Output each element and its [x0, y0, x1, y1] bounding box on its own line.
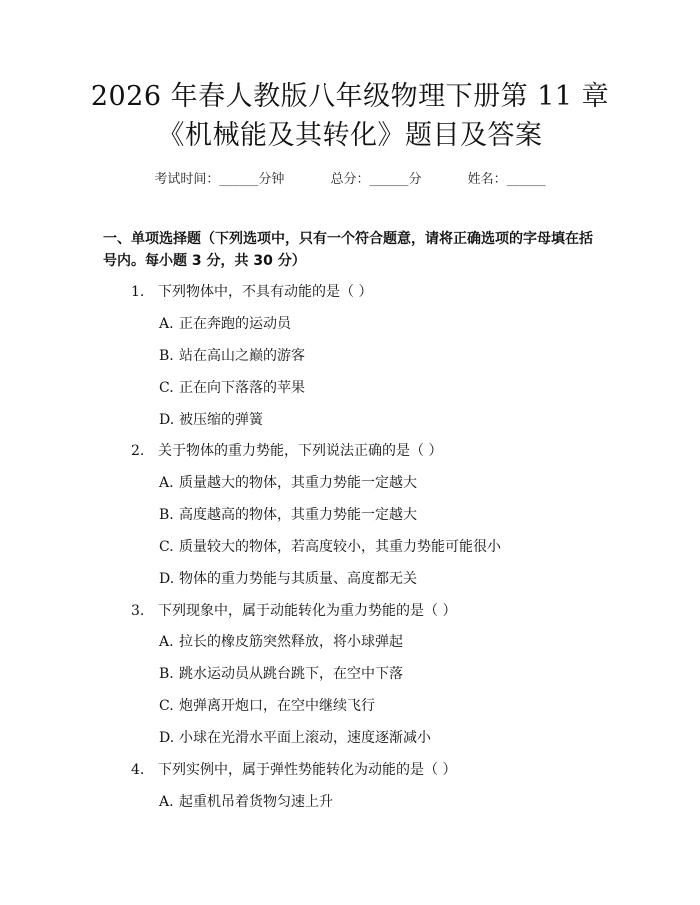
question-2: [131, 440, 442, 460]
question-1-option-c: [159, 377, 305, 397]
question-text: 关于物体的重力势能，下列说法正确的是（ ）: [158, 443, 443, 459]
option-letter: A.: [159, 634, 174, 650]
question-text: 下列实例中，属于弹性势能转化为动能的是（ ）: [158, 762, 457, 778]
option-text: 质量越大的物体，其重力势能一定越大: [179, 475, 417, 491]
question-number: 4.: [131, 762, 145, 778]
question-3-option-a: [159, 631, 403, 651]
option-letter: B.: [159, 507, 174, 523]
exam-score-field: 总分：______分: [330, 172, 422, 187]
question-4: [131, 759, 456, 779]
question-3-option-d: [159, 727, 431, 747]
option-letter: B.: [159, 348, 174, 364]
option-letter: D.: [159, 730, 175, 746]
option-letter: C.: [159, 380, 174, 396]
option-text: 小球在光滑水平面上滚动，速度逐渐减小: [179, 730, 431, 746]
question-2-option-c: [159, 536, 501, 556]
option-text: 起重机吊着货物匀速上升: [179, 794, 333, 810]
question-2-option-b: [159, 504, 417, 524]
question-2-option-d: [159, 568, 417, 588]
option-text: 质量较大的物体，若高度较小，其重力势能可能很小: [179, 539, 501, 555]
option-letter: C.: [159, 539, 174, 555]
option-text: 拉长的橡皮筋突然释放，将小球弹起: [179, 634, 403, 650]
option-text: 炮弹离开炮口，在空中继续飞行: [179, 698, 375, 714]
question-3-option-b: [159, 663, 403, 683]
question-3: [131, 600, 456, 620]
question-number: 3.: [131, 603, 145, 619]
option-text: 被压缩的弹簧: [179, 412, 263, 428]
question-3-option-c: [159, 695, 375, 715]
question-1-option-a: [159, 313, 291, 333]
question-text: 下列现象中，属于动能转化为重力势能的是（ ）: [158, 603, 457, 619]
question-number: 2.: [131, 443, 145, 459]
option-letter: D.: [159, 571, 175, 587]
option-letter: A.: [159, 316, 174, 332]
question-1-option-b: [159, 345, 305, 365]
question-2-option-a: [159, 472, 417, 492]
option-text: 物体的重力势能与其质量、高度都无关: [179, 571, 417, 587]
question-1-option-d: [159, 409, 263, 429]
option-text: 跳水运动员从跳台跳下，在空中下落: [179, 666, 403, 682]
option-letter: B.: [159, 666, 174, 682]
exam-meta: [0, 168, 700, 187]
option-text: 正在奔跑的运动员: [179, 316, 291, 332]
document-title-line-2: 《机械能及其转化》题目及答案: [157, 120, 543, 151]
document-title-line-1: 2026 年春人教版八年级物理下册第 11 章: [90, 81, 610, 112]
option-text: 正在向下落落的苹果: [179, 380, 305, 396]
student-name-field: 姓名：______: [467, 172, 546, 187]
section-title: 一、单项选择题（下列选项中，只有一个符合题意，请将正确选项的字母填在括号内。每小题 3 分，共 30 分）: [103, 231, 593, 269]
option-letter: C.: [159, 698, 174, 714]
option-letter: D.: [159, 412, 175, 428]
question-1: [131, 281, 372, 301]
option-letter: A.: [159, 475, 174, 491]
question-number: 1.: [131, 284, 145, 300]
question-text: 下列物体中，不具有动能的是（ ）: [158, 284, 373, 300]
option-letter: A.: [159, 794, 174, 810]
question-4-option-a: [159, 791, 333, 811]
option-text: 高度越高的物体，其重力势能一定越大: [179, 507, 417, 523]
exam-time-field: 考试时间：______分钟: [154, 172, 285, 187]
option-text: 站在高山之巅的游客: [179, 348, 305, 364]
